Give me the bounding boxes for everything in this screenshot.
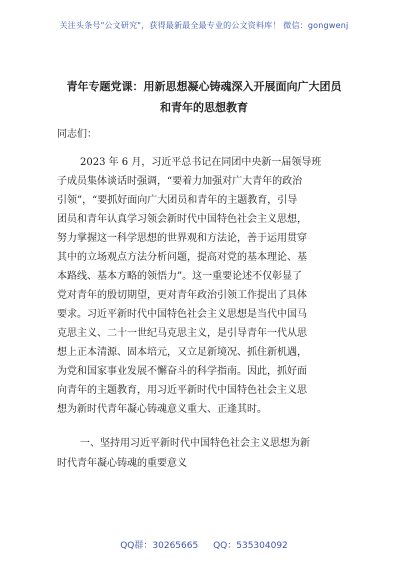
paragraph-line: 团员和青年认真学习领会新时代中国特色社会主义思想，	[57, 214, 307, 225]
paragraph-line: 本路线、基本方略的领悟力”。这一重要论述不仅彰显了	[57, 271, 303, 282]
paragraph-line: 2023 年 6 月，习近平总书记在同团中央新一届领导班	[80, 157, 322, 168]
footer-qq-group: QQ群：30265665	[120, 541, 199, 551]
paragraph-line: 党对青年的殷切期望，更对青年政治引领工作提出了具体	[57, 290, 307, 301]
paragraph-line: 想为新时代青年凝心铸魂意义重大、正逢其时。	[57, 404, 267, 415]
header-promo-text: 关注头条号"公文研究"，获得最新最全最专业的公文资料库！ 微信：gongwenj	[59, 21, 349, 30]
paragraph-line: 克思主义、二十一世纪马克思主义，是引导青年一代从思	[57, 328, 307, 339]
paragraph-line: 要求。习近平新时代中国特色社会主义思想是当代中国马	[57, 309, 307, 320]
paragraph-line: 子成员集体谈话时强调，“要着力加强对广大青年的政治	[57, 176, 303, 187]
section-heading-line-1: 一、坚持用习近平新时代中国特色社会主义思想为新	[80, 438, 310, 449]
salutation: 同志们：	[57, 129, 97, 140]
document-title-line-2: 和青年的思想教育	[160, 101, 248, 114]
paragraph-line: 为党和国家事业发展不懈奋斗的科学指南。因此，抓好面	[57, 366, 307, 377]
paragraph-line: 其中的立场观点方法分析问题，提高对党的基本理论、基	[57, 252, 307, 263]
paragraph-line: 想上正本清源、固本培元，又立足新境况、抓住新机遇，	[57, 347, 307, 358]
document-title-line-1: 青年专题党课：用新思想凝心铸魂深入开展面向广大团员	[66, 80, 342, 93]
footer-qq: QQ：535304092	[213, 541, 288, 551]
paragraph-line: 引领”，“要抓好面向广大团员和青年的主题教育，引导	[57, 195, 298, 206]
paragraph-line: 努力掌握这一科学思想的世界观和方法论，善于运用贯穿	[57, 233, 307, 244]
paragraph-line: 向青年的主题教育，用习近平新时代中国特色社会主义思	[57, 385, 307, 396]
section-heading-line-2: 时代青年凝心铸魂的重要意义	[57, 458, 187, 469]
footer-contact	[0, 538, 408, 551]
